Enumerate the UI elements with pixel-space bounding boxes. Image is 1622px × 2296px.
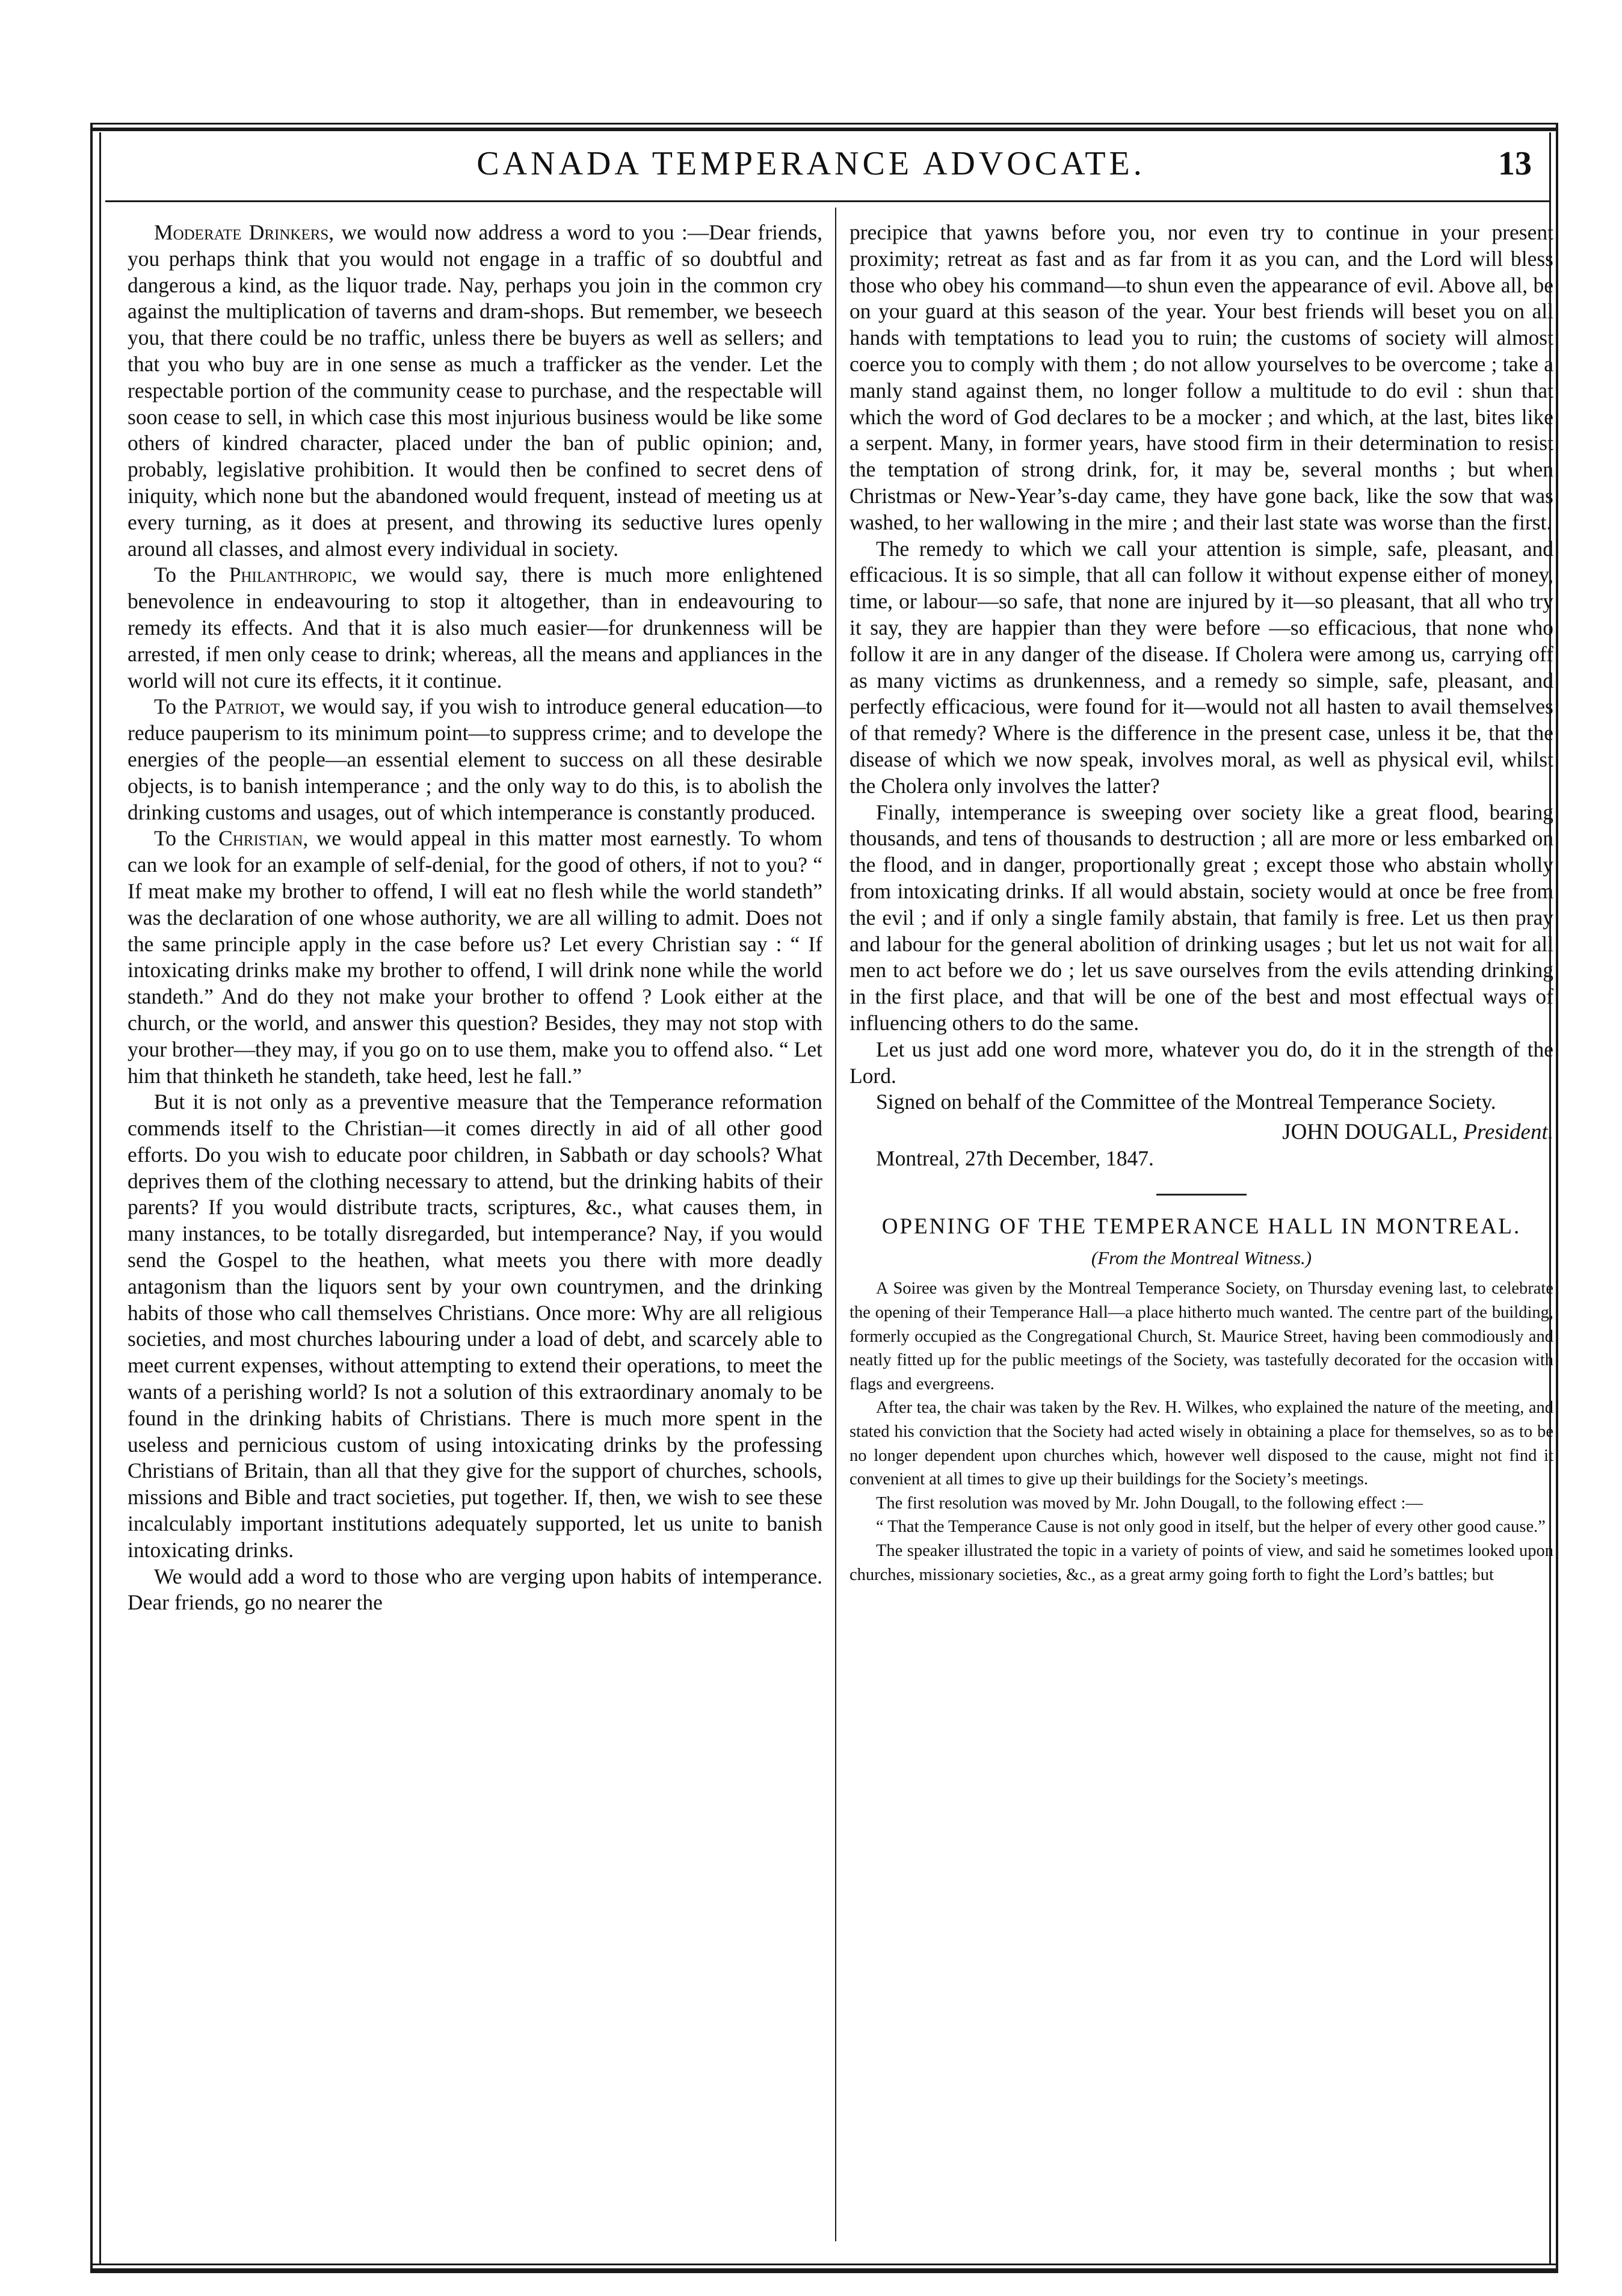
article-paragraph-chair: After tea, the chair was taken by the Rev. H. Wilkes, who explained the nature of the meeting, and stated his conviction that the Society had acted wisely in obtaining a place for themselves, so as to be no longer dependent upon churches which, however well disposed to the cause, might not find it convenient at all times to give up their buildings for the Society’s meetings. [850, 1398, 1553, 1489]
paragraph-intro: To the [154, 563, 229, 587]
paragraph-philanthropic [128, 562, 822, 694]
header-underline-rule [105, 200, 1549, 202]
masthead-title: CANADA TEMPERANCE ADVOCATE. [476, 145, 1146, 182]
column-divider-rule [835, 208, 836, 2241]
left-inner-rule [99, 132, 101, 2265]
signer-name: JOHN DOUGALL, [1282, 1120, 1458, 1145]
bottom-rule-thin [90, 2264, 1558, 2265]
top-rule-thick [90, 128, 1558, 131]
top-rule-thin [90, 123, 1558, 125]
dateline: Montreal, 27th December, 1847. [876, 1146, 1154, 1170]
paragraph-text: we would appeal in this matter most earnestly. To whom can we look for an example of self-denial, for the good of others, if not to you? “ If meat make my brother to offend, I will eat no flesh while the world standeth” was the declaration of one whose authority, we are all willing to admit. Does not the same principle apply in the case before us? Let every Christian say : “ If intoxicating drinks make my brother to offend, I will drink none while the world standeth.” And do they not make your brother to offend ? Look either at the church, or the world, and answer this question? Besides, they may not stop with your brother—they may, if you go on to use them, make you to offend also. “ Let him that thinketh he standeth, take heed, lest he fall.” [128, 826, 822, 1088]
signer-title: President. [1463, 1120, 1553, 1145]
right-column [850, 220, 1553, 1587]
paragraph-text: we would say, if you wish to introduce general education—to reduce pauperism to its minimum point—to suppress crime; and to develope the energies of the people—an essential element to success on all these desirable objects, is to banish intemperance ; and the only way to do this, is to abolish the drinking customs and usages, out of which intemperance is constantly produced. [128, 694, 822, 824]
page-number: 13 [1498, 145, 1532, 182]
article-paragraph-resolution-quote: “ That the Temperance Cause is not only good in itself, but the helper of every other good cause.” [876, 1517, 1546, 1537]
paragraph-patriot [128, 694, 822, 826]
paragraph-precipice: precipice that yawns before you, nor even try to continue in your present proximity; retreat as fast and as far from it as you can, and the Lord will bless those who obey his command—to shun even the appearance of evil. Above all, be on your guard at this season of the year. Your best friends will beset you on all hands with temptations to lead you to ruin; the customs of society will almost coerce you to comply with them ; do not allow yourselves to be overcome ; take a manly stand against them, no longer follow a multitude to do evil : shun that which the word of God declares to be a mocker ; and which, at the last, bites like a serpent. Many, in former years, have stood firm in their determination to resist the temptation of strong drink, for, it may be, several months ; but when Christmas or New-Year’s-day came, they have gone back, like the sow that was washed, to her wallowing in the mire ; and their last state was worse than the first. [850, 220, 1553, 534]
paragraph-lead: Philanthropic, [229, 563, 357, 587]
article-body [850, 1277, 1553, 1587]
left-outer-rule [90, 123, 93, 2273]
paragraph-finally: Finally, intemperance is sweeping over society like a great flood, bearing thousands, and tens of thousands to destruction ; all are more or less embarked on the flood, and in danger, proportionally great ; except those who abstain wholly from intoxicating drinks. If all would abstain, society would at once be free from the evil ; and if only a single family abstain, that family is free. Let us then pray and labour for the general abolition of drinking usages ; but let us not wait for all men to act before we do ; let us save ourselves from the evils attending drinking in the first place, and that will be one of the best and most effectual ways of influencing others to do the same. [850, 800, 1553, 1035]
left-column [128, 220, 822, 1616]
paragraph-intro: To the [154, 826, 219, 851]
paragraph-text: we would say, there is much more enlightened benevolence in endeavouring to stop it altogether, than in endeavouring to remedy its effects. And that it is also much easier—for drunkenness will be arrested, if men only cease to drink; whereas, all the means and appliances in the world will not cure its effects, it it continue. [128, 563, 822, 693]
paragraph-intro: To the [154, 694, 215, 719]
paragraph-remedy: The remedy to which we call your attention is simple, safe, pleasant, and efficacious. It is so simple, that all can follow it without expense either of money, time, or labour—so safe, that none are injured by it—so pleasant, that all who try it say, they are happier than they were before —so efficacious, that none who follow it are in any danger of the disease. If Cholera were among us, carrying off as many victims as drunkenness, and a remedy so simple, safe, pleasant, and perfectly efficacious, were found for it—would not all hasten to avail themselves of that remedy? Where is the difference in the present case, unless it be, that the disease of which we now speak, involves moral, as well as physical evil, whilst the Cholera only involves the latter? [850, 536, 1553, 798]
right-outer-rule [1556, 123, 1558, 2273]
paragraph-lead: Christian, [218, 826, 309, 851]
signature-line [850, 1119, 1553, 1146]
section-divider-rule [1156, 1194, 1247, 1196]
paragraph-lead: Moderate Drinkers, [154, 220, 335, 244]
article-paragraph-speaker: The speaker illustrated the topic in a variety of points of view, and said he sometimes looked upon churches, missionary societies, &c., as a great army going forth to fight the Lord’s battles; but [850, 1541, 1553, 1584]
paragraph-verging-intemperance: We would add a word to those who are verging upon habits of intemperance. Dear friends, go no nearer the [128, 1564, 822, 1615]
article-paragraph-first-resolution: The first resolution was moved by Mr. John Dougall, to the following effect :— [876, 1493, 1423, 1513]
article-title: OPENING OF THE TEMPERANCE HALL IN MONTREAL. [881, 1214, 1522, 1239]
paragraph-christian [128, 826, 822, 1089]
paragraph-preventive-measure: But it is not only as a preventive measure that the Temperance reformation commends itself to the Christian—it comes directly in aid of all other good efforts. Do you wish to educate poor children, in Sabbath or day schools? What deprives them of the clothing necessary to attend, but the drinking habits of their parents? If you would distribute tracts, scriptures, &c., what causes them, in many instances, to be totally disregarded, but intemperance? Nay, if you would send the Gospel to the heathen, what meets you there with more deadly antagonism than the liquors sent by your own countrymen, and the drinking habits of those who call themselves Christians. Once more: Why are all religious societies, and most churches labouring under a load of debt, and scarcely able to meet current expenses, without attempting to extend their operations, to meet the wants of a perishing world? Is not a solution of this extraordinary anomaly to be found in the drinking habits of Christians. There is much more spent in the useless and pernicious custom of using intoxicating drinks by the professing Christians of Britain, than all that they give for the support of churches, schools, missions and Bible and tract societies, put together. If, then, we wish to see these incalculably important institutions adequately supported, let us unite to banish intoxicating drinks. [128, 1090, 822, 1562]
article-paragraph-soiree: A Soiree was given by the Montreal Temperance Society, on Thursday evening last, to celebrate the opening of their Temperance Hall—a place hitherto much wanted. The centre part of the building, formerly occupied as the Congregational Church, St. Maurice Street, having been commodiously and neatly fitted up for the public meetings of the Society, was tastefully decorated for the occasion with flags and evergreens. [850, 1279, 1553, 1393]
paragraph-strength-of-lord: Let us just add one word more, whatever you do, do it in the strength of the Lord. [850, 1037, 1553, 1088]
article-source: (From the Montreal Witness.) [1091, 1247, 1312, 1268]
bottom-rule-thick [90, 2268, 1558, 2273]
paragraph-moderate-drinkers [128, 220, 822, 562]
paragraph-lead: Patriot, [214, 694, 285, 719]
paragraph-signed: Signed on behalf of the Committee of the Montreal Temperance Society. [876, 1090, 1496, 1114]
paragraph-text: we would now address a word to you :—Dear friends, you perhaps think that you would not engage in a traffic of so doubtful and dangerous a kind, as the liquor trade. Nay, perhaps you join in the common cry against the multiplication of taverns and dram-shops. But remember, we beseech you, that there could be no traffic, unless there be buyers as well as sellers; and that you who buy are in one sense as much a trafficker as the vender. Let the respectable portion of the community cease to purchase, and the respectable will soon cease to sell, in which case this most injurious business would be like some others of kindred character, placed under the ban of public opinion; and, probably, legislative prohibition. It would then be confined to secret dens of iniquity, which none but the abandoned would frequent, instead of meeting us at every turning, as it does at present, and throwing its seductive lures openly around all classes, and almost every individual in society. [128, 220, 822, 561]
